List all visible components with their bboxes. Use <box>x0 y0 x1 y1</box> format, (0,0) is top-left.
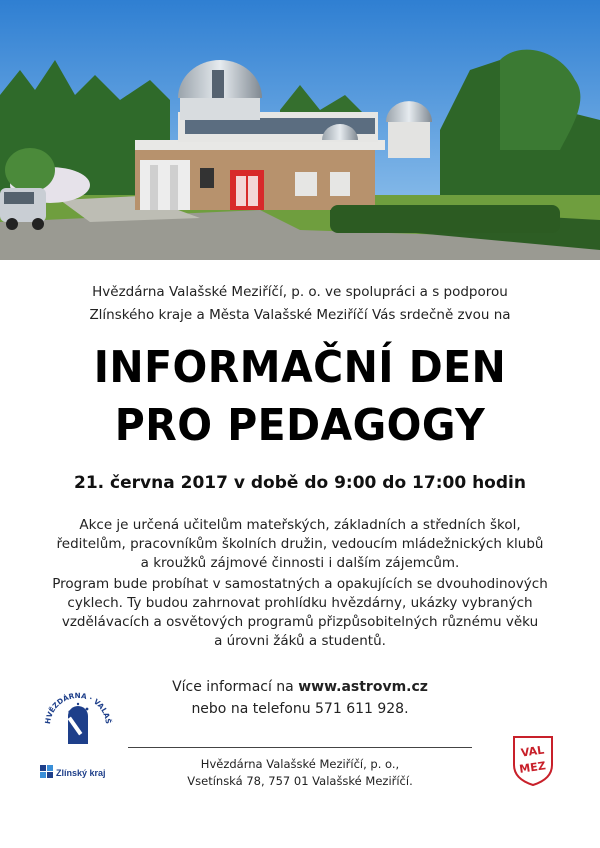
event-title-line1: INFORMAČNÍ DEN <box>93 342 507 393</box>
observatory-logo <box>40 682 116 754</box>
event-date: 21. června 2017 v době do 9:00 do 17:00 hodin <box>74 473 526 493</box>
website-link[interactable]: www.astrovm.cz <box>298 679 428 695</box>
audience-paragraph <box>40 516 560 573</box>
paragraph-line: a úrovni žáků a studentů. <box>214 633 386 649</box>
observatory-photo <box>0 0 600 260</box>
event-title-line2: PRO PEDAGOGY <box>114 400 486 451</box>
intro-text <box>0 281 600 327</box>
paragraph-line: cyklech. Ty budou zahrnovat prohlídku hvězdárny, ukázky vybraných <box>67 595 533 611</box>
paragraph-line: a kroužků zájmové činnosti i dalším zájemcům. <box>140 555 460 571</box>
paragraph-line: ředitelům, pracovníkům školních družin, vedoucím mládežnických klubů <box>56 536 544 552</box>
phone-line: nebo na telefonu 571 611 928. <box>191 701 409 717</box>
program-paragraph <box>40 575 560 651</box>
footer-divider <box>128 747 472 748</box>
observatory-logo-text: HVĚZDÁRNA · VALAŠ <box>42 690 113 725</box>
zlinsky-kraj-label: Zlínský kraj <box>56 768 106 778</box>
valmez-logo <box>510 733 556 787</box>
paragraph-line: Akce je určená učitelům mateřských, základních a středních škol, <box>79 517 521 533</box>
svg-text:MEZ: MEZ <box>518 759 547 776</box>
intro-line: Hvězdárna Valašské Meziříčí, p. o. ve spolupráci a s podporou <box>92 284 508 300</box>
footer-line: Vsetínská 78, 757 01 Valašské Meziříčí. <box>187 774 413 788</box>
more-info-prefix: Více informací na <box>172 679 294 695</box>
paragraph-line: vzdělávacích a osvětových programů přizpůsobitelných různému věku <box>61 614 539 630</box>
footer-line: Hvězdárna Valašské Meziříčí, p. o., <box>200 757 400 771</box>
paragraph-line: Program bude probíhat v samostatných a opakujících se dvouhodinových <box>52 576 548 592</box>
intro-line: Zlínského kraje a Města Valašské Meziříčí Vás srdečně zvou na <box>89 307 511 323</box>
svg-text:VAL: VAL <box>520 743 545 760</box>
